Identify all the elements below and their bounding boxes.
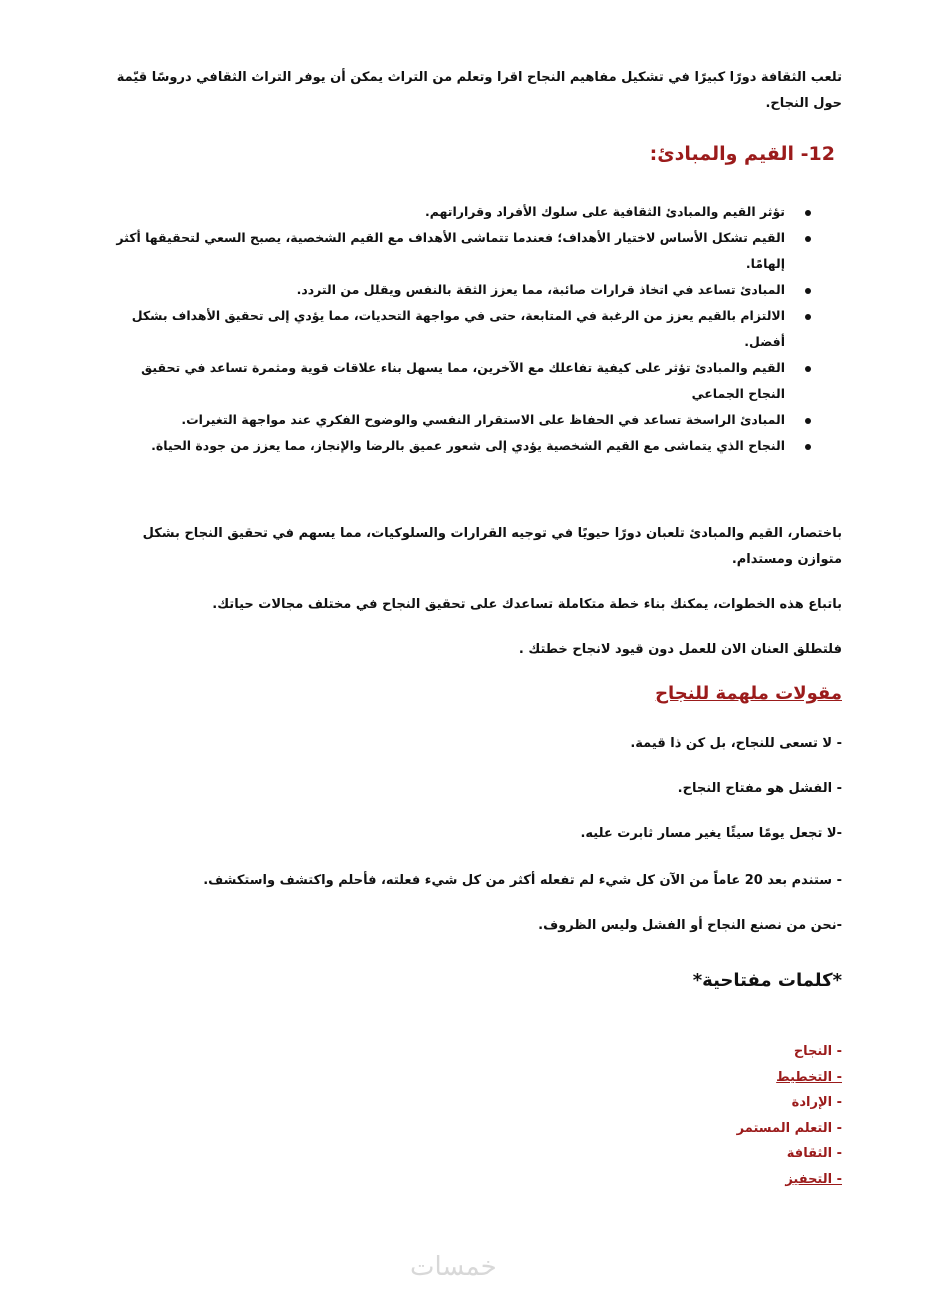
list-item [108,277,811,303]
intro-paragraph: تلعب الثقافة دورًا كبيرًا في تشكيل مفاهيم النجاح اقرا وتعلم من التراث يمكن أن يوفر التراث الثقافي دروسًا قيّمة حول النجاح. [116,70,842,111]
watermark-logo: خمسات [410,1252,497,1282]
quote: -نحن من نصنع النجاح أو الفشل وليس الظروف. [538,918,842,933]
list-item-text: القيم والمبادئ تؤثر على كيفية تفاعلك مع الآخرين، مما يسهل بناء علاقات قوية ومثمرة تساعد في تحقيق النجاح الجماعي [141,360,785,401]
keyword: - الإرادة [791,1095,842,1110]
quote: -لا تجعل يومًا سيئًا يغير مسار ثابرت عليه. [580,826,842,841]
call-to-action: فلتطلق العنان الان للعمل دون قيود لانجاح خطتك . [518,642,842,657]
values-bullet-list [108,199,811,459]
list-item [108,199,811,225]
keyword: - الثقافة [786,1146,842,1161]
quote: - الفشل هو مفتاح النجاح. [677,781,842,796]
keyword: - النجاح [793,1044,842,1059]
keyword: - التخطيط [776,1069,842,1085]
bullet-icon [805,366,811,372]
list-item [108,225,811,277]
list-item [108,433,811,459]
list-item-text: المبادئ الراسخة تساعد في الحفاظ على الاستقرار النفسي والوضوح الفكري عند مواجهة التغيرات. [181,412,785,427]
list-item [108,407,811,433]
keywords-list [737,1039,842,1192]
keywords-heading: *كلمات مفتاحية* [692,970,842,991]
section-heading: 12- القيم والمبادئ: [649,143,835,165]
bullet-icon [805,236,811,242]
steps-paragraph: باتباع هذه الخطوات، يمكنك بناء خطة متكاملة تساعدك على تحقيق النجاح في مختلف مجالات حياتك. [212,597,842,612]
quote: - لا تسعى للنجاح، بل كن ذا قيمة. [630,736,842,751]
bullet-icon [805,314,811,320]
list-item-text: الالتزام بالقيم يعزز من الرغبة في المتابعة، حتى في مواجهة التحديات، مما يؤدي إلى تحقيق الأهداف بشكل أفضل. [131,308,785,349]
keyword: - التعلم المستمر [736,1120,842,1136]
list-item-text: النجاح الذي يتماشى مع القيم الشخصية يؤدي إلى شعور عميق بالرضا والإنجاز، مما يعزز من جودة الحياة. [151,438,785,453]
keyword: - التحفيز [785,1171,842,1187]
list-item [108,303,811,355]
list-item-text: القيم تشكل الأساس لاختيار الأهداف؛ فعندما تتماشى الأهداف مع القيم الشخصية، يصبح السعي لتحقيقها أكثر إلهامًا. [116,230,785,271]
list-item-text: تؤثر القيم والمبادئ الثقافية على سلوك الأفراد وقراراتهم. [425,204,785,219]
bullet-icon [805,210,811,216]
quote: - ستندم بعد 20 عاماً من الآن كل شيء لم تفعله أكثر من كل شيء فعلته، فأحلم واكتشف واستكشف. [203,873,842,888]
list-item-text: المبادئ تساعد في اتخاذ قرارات صائبة، مما يعزز الثقة بالنفس ويقلل من التردد. [296,282,785,297]
bullet-icon [805,288,811,294]
list-item [108,355,811,407]
summary-paragraph: باختصار، القيم والمبادئ تلعبان دورًا حيويًا في توجيه القرارات والسلوكيات، مما يسهم في تحقيق النجاح بشكل متوازن ومستدام. [142,526,842,567]
bullet-icon [805,418,811,424]
quotes-heading: مقولات ملهمة للنجاح [655,683,842,704]
bullet-icon [805,444,811,450]
